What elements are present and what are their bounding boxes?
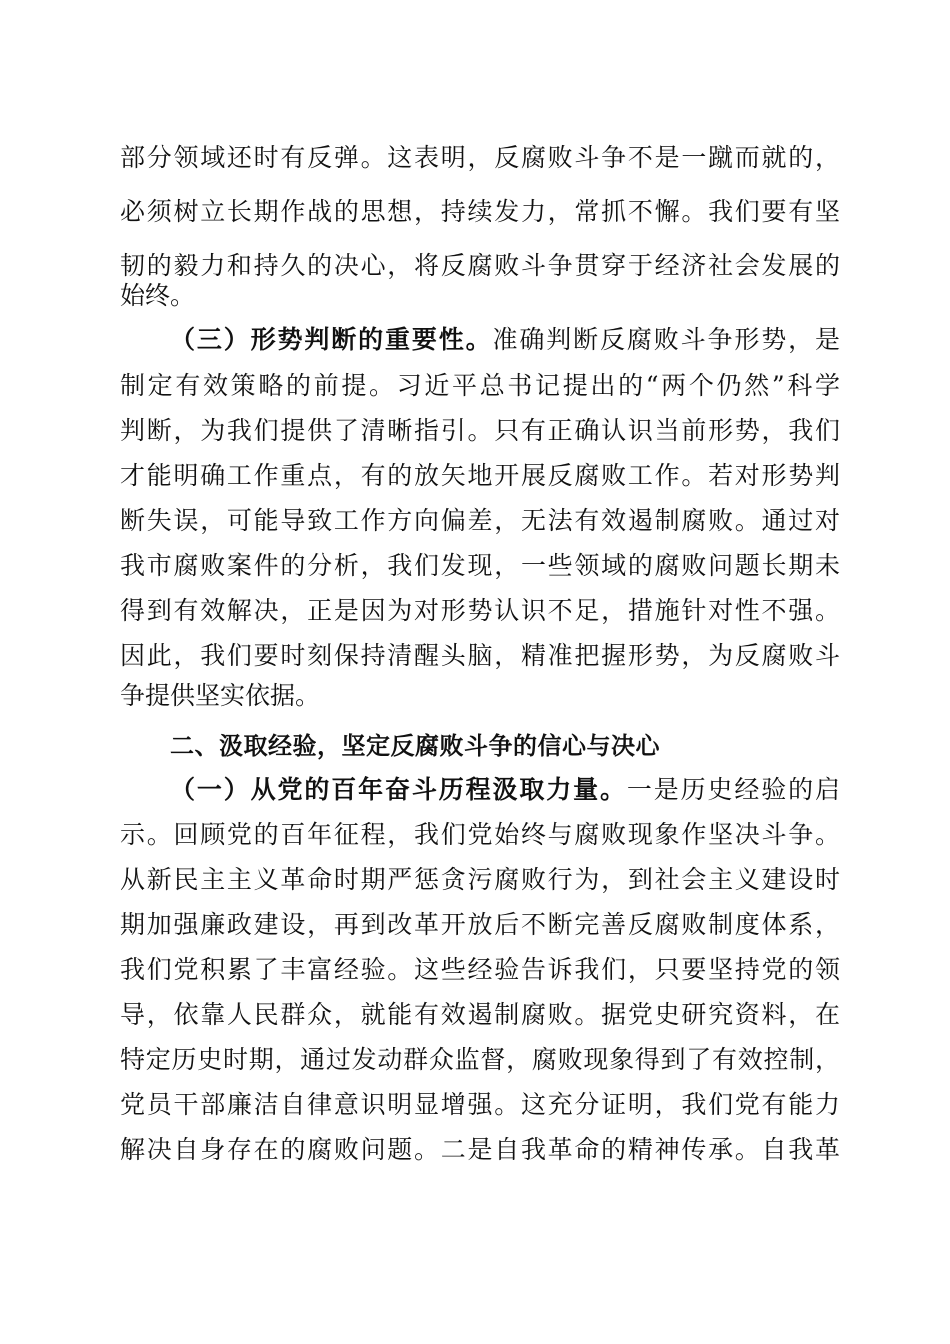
- paragraph-lead: （三）形势判断的重要性。: [170, 325, 493, 354]
- text-line: 从新民主主义革命时期严惩贪污腐败行为，到社会主义建设时: [120, 865, 840, 894]
- text-line: 我市腐败案件的分析，我们发现，一些领域的腐败问题长期未: [120, 551, 840, 580]
- text-line: 制定有效策略的前提。习近平总书记提出的“两个仍然”科学: [120, 371, 840, 400]
- paragraph-lead: （一）从党的百年奋斗历程汲取力量。: [170, 775, 627, 804]
- paragraph-text: 准确判断反腐败斗争形势，是: [492, 325, 840, 354]
- text-line: 才能明确工作重点，有的放矢地开展反腐败工作。若对形势判: [120, 461, 840, 490]
- text-line: 我们党积累了丰富经验。这些经验告诉我们，只要坚持党的领: [120, 955, 840, 984]
- text-line: 始终。: [120, 281, 196, 310]
- text-line: 党员干部廉洁自律意识明显增强。这充分证明，我们党有能力: [120, 1090, 840, 1119]
- text-line: 部分领域还时有反弹。这表明，反腐败斗争不是一蹴而就的，: [120, 143, 840, 172]
- text-line: 必须树立长期作战的思想，持续发力，常抓不懈。我们要有坚: [120, 197, 840, 226]
- text-line: 得到有效解决，正是因为对形势认识不足，措施针对性不强。: [120, 596, 840, 625]
- text-line: 期加强廉政建设，再到改革开放后不断完善反腐败制度体系，: [120, 910, 840, 939]
- text-line: 因此，我们要时刻保持清醒头脑，精准把握形势，为反腐败斗: [120, 641, 840, 670]
- paragraph-text: 一是历史经验的启: [626, 775, 840, 804]
- section-heading: 二、汲取经验，坚定反腐败斗争的信心与决心: [170, 732, 660, 760]
- text-line: 判断，为我们提供了清晰指引。只有正确认识当前形势，我们: [120, 416, 840, 445]
- text-line: 示。回顾党的百年征程，我们党始终与腐败现象作坚决斗争。: [120, 820, 840, 849]
- text-line: 韧的毅力和持久的决心，将反腐败斗争贯穿于经济社会发展的: [120, 251, 840, 280]
- text-line: 断失误，可能导致工作方向偏差，无法有效遏制腐败。通过对: [120, 506, 840, 535]
- text-line: 特定历史时期，通过发动群众监督，腐败现象得到了有效控制，: [120, 1045, 840, 1074]
- paragraph-first-line: [170, 320, 840, 360]
- text-line: 争提供坚实依据。: [120, 681, 321, 710]
- text-line: 导，依靠人民群众，就能有效遏制腐败。据党史研究资料，在: [120, 1000, 840, 1029]
- paragraph-first-line: [170, 770, 840, 810]
- text-line: 解决自身存在的腐败问题。二是自我革命的精神传承。自我革: [120, 1135, 840, 1164]
